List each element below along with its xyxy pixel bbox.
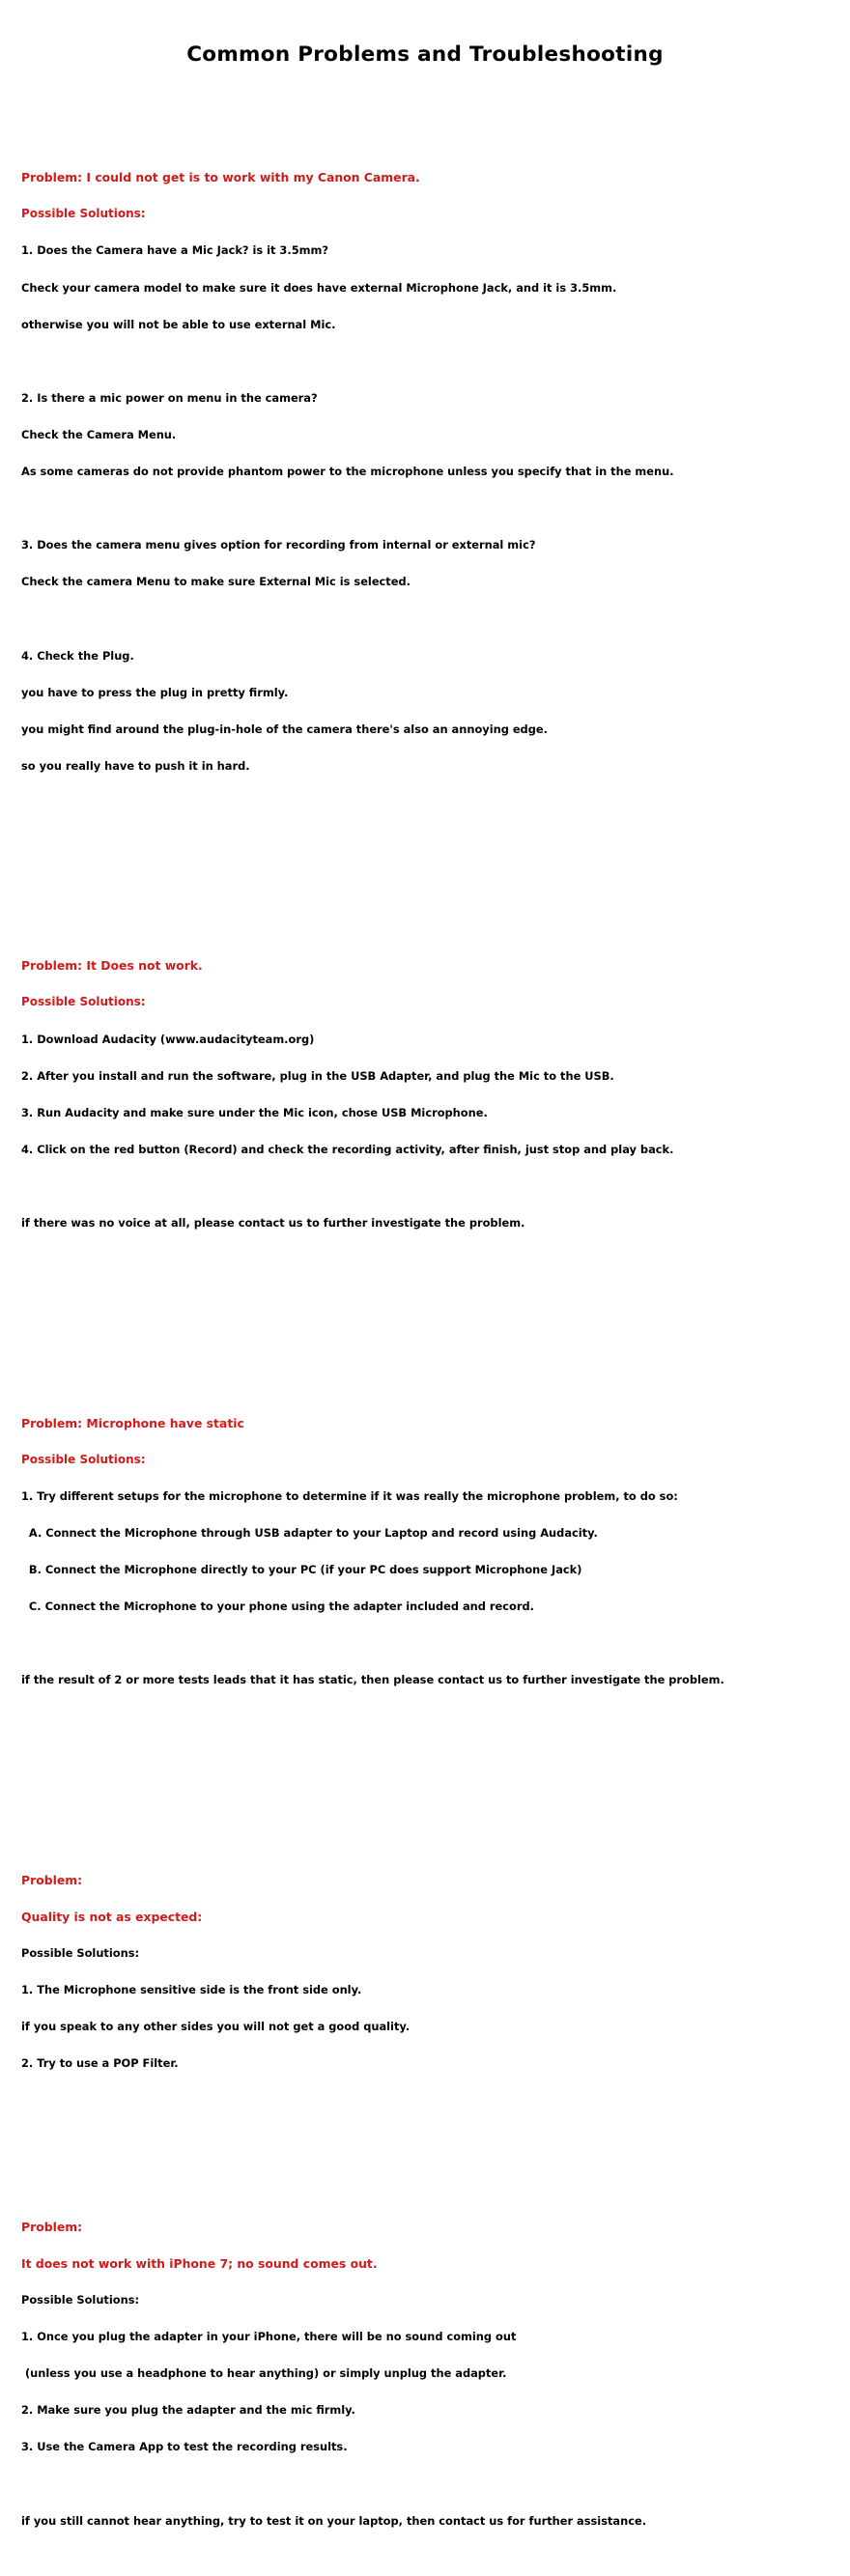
body-line: 3. Does the camera menu gives option for recording from internal or external mic?	[21, 538, 536, 552]
page-title: Common Problems and Troubleshooting	[186, 42, 664, 67]
body-line: 1. Try different setups for the microphone to determine if it was really the microphone problem, to do so:	[21, 1488, 678, 1503]
body-line: B. Connect the Microphone directly to your PC (if your PC does support Microphone Jack)	[21, 1563, 582, 1577]
solutions-label: Possible Solutions:	[21, 995, 146, 1009]
body-line: if you speak to any other sides you will not get a good quality.	[21, 2020, 411, 2034]
body-line: 3. Use the Camera App to test the recording results.	[21, 2440, 348, 2454]
problem-section	[21, 1393, 771, 1711]
problem-heading: Problem:	[21, 1872, 83, 1887]
body-line: Check the camera Menu to make sure External Mic is selected.	[21, 575, 411, 589]
problem-heading: It does not work with iPhone 7; no sound comes out.	[21, 2255, 378, 2271]
body-line: Check your camera model to make sure it does have external Microphone Jack, and it is 3.5mm.	[21, 280, 617, 295]
body-line: (unless you use a headphone to hear anything) or simply unplug the adapter.	[21, 2366, 507, 2381]
solutions-label: Possible Solutions:	[21, 1452, 146, 1466]
body-line: A. Connect the Microphone through USB adapter to your Laptop and record using Audacity.	[21, 1526, 598, 1541]
body-line: C. Connect the Microphone to your phone using the adapter included and record.	[21, 1599, 534, 1614]
body-line: 3. Run Audacity and make sure under the Mic icon, chose USB Microphone.	[21, 1105, 488, 1119]
body-line: 2. After you install and run the software, plug in the USB Adapter, and plug the Mic to the USB.	[21, 1068, 614, 1083]
body-line: 1. The Microphone sensitive side is the front side only.	[21, 1983, 362, 1997]
problem-heading: Problem: Microphone have static	[21, 1415, 244, 1430]
solutions-label: Possible Solutions:	[21, 207, 146, 221]
problem-heading: Problem: I could not get is to work with my Canon Camera.	[21, 170, 420, 185]
body-line: if the result of 2 or more tests leads that it has static, then please contact us to further investigate the problem.	[21, 1673, 724, 1687]
problem-heading: Problem: It Does not work.	[21, 958, 203, 974]
body-line: 2. Make sure you plug the adapter and the mic firmly.	[21, 2403, 355, 2418]
body-line: 2. Try to use a POP Filter.	[21, 2056, 179, 2071]
solutions-label: Possible Solutions:	[21, 1945, 140, 1960]
problem-heading: Quality is not as expected:	[21, 1909, 203, 1924]
troubleshooting-content	[21, 99, 771, 2576]
body-line: 1. Download Audacity (www.audacityteam.org)	[21, 1032, 315, 1046]
body-line: As some cameras do not provide phantom power to the microphone unless you specify that in the menu.	[21, 465, 674, 479]
solutions-label: Possible Solutions:	[21, 2292, 140, 2307]
problem-section	[21, 1851, 771, 2095]
problem-section	[21, 936, 771, 1254]
body-line: if you still cannot hear anything, try to test it on your laptop, then contact us for further assistance.	[21, 2513, 647, 2528]
problem-section	[21, 148, 771, 797]
body-line: 2. Is there a mic power on menu in the camera?	[21, 390, 318, 405]
body-line: 1. Does the Camera have a Mic Jack? is it 3.5mm?	[21, 243, 328, 258]
body-line: otherwise you will not be able to use external Mic.	[21, 317, 336, 331]
problem-heading: Problem:	[21, 2219, 83, 2234]
body-line: you might find around the plug-in-hole of the camera there's also an annoying edge.	[21, 722, 548, 736]
body-line: 4. Click on the red button (Record) and check the recording activity, after finish, just stop and play back.	[21, 1142, 674, 1156]
body-line: 1. Once you plug the adapter in your iPhone, there will be no sound coming out	[21, 2330, 517, 2344]
body-line: 4. Check the Plug.	[21, 648, 134, 663]
body-line: you have to press the plug in pretty firmly.	[21, 685, 289, 699]
problem-section	[21, 2196, 771, 2551]
body-line: if there was no voice at all, please contact us to further investigate the problem.	[21, 1216, 525, 1231]
body-line: Check the Camera Menu.	[21, 427, 177, 441]
body-line: so you really have to push it in hard.	[21, 758, 250, 773]
